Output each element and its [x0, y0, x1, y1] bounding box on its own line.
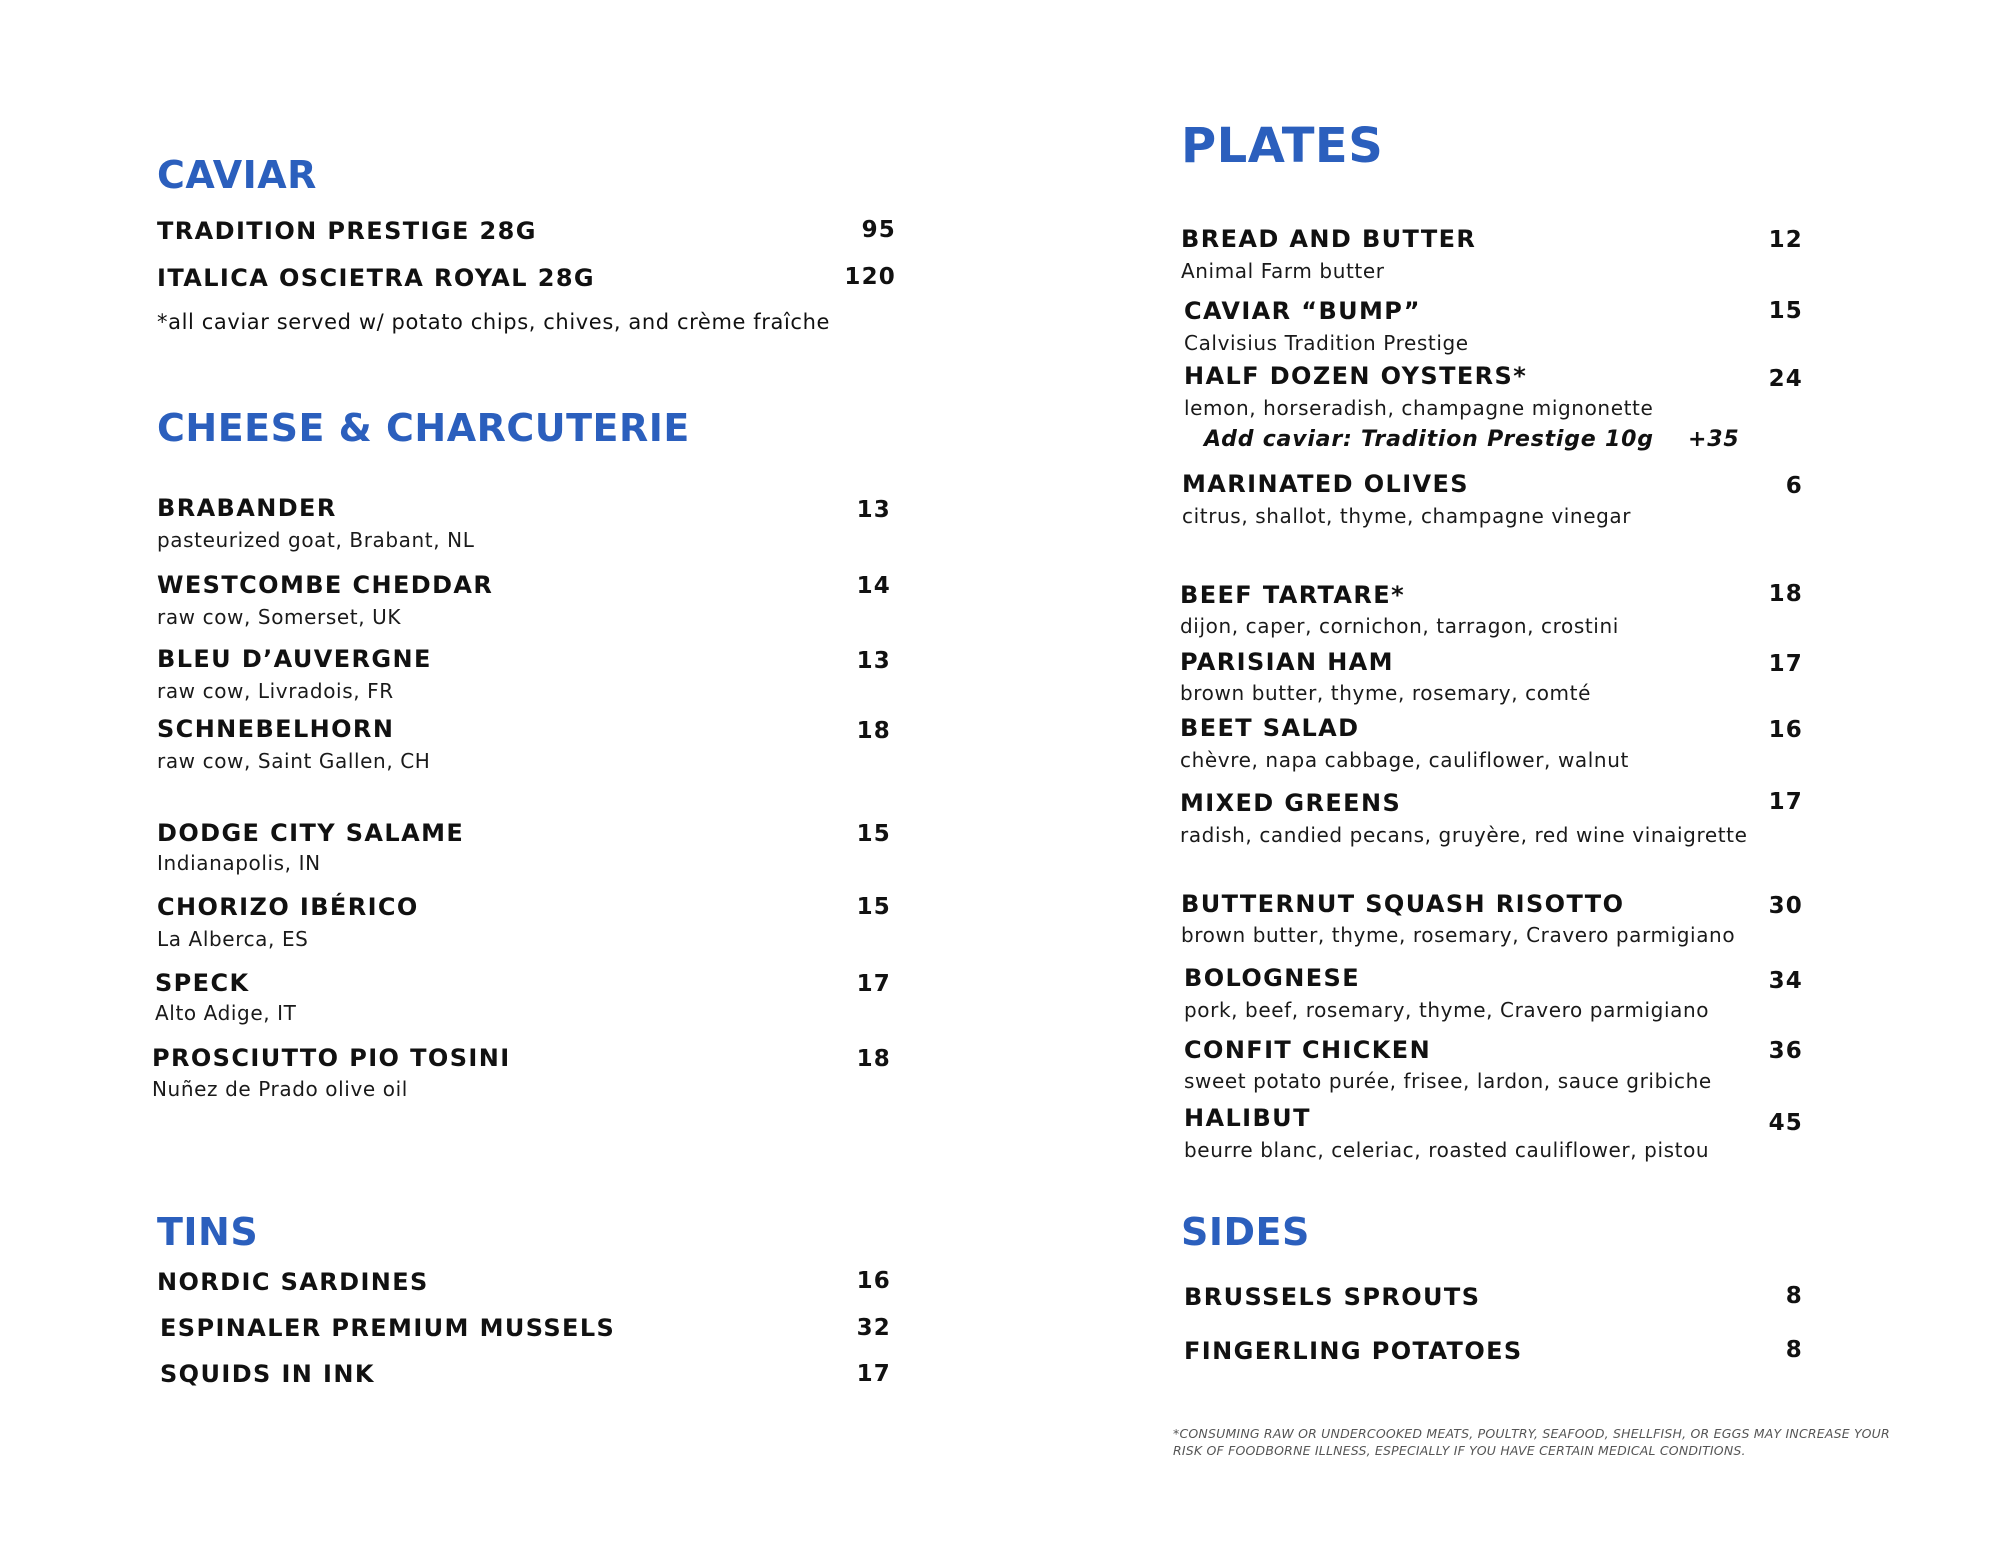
menu-item-name: TRADITION PRESTIGE 28G — [157, 217, 537, 245]
menu-item-description: raw cow, Somerset, UK — [157, 605, 402, 629]
menu-item-price: 24 — [1768, 366, 1803, 392]
menu-item-name: BOLOGNESE — [1184, 964, 1360, 992]
sides-heading: SIDES — [1181, 1210, 1310, 1254]
menu-item-description: pasteurized goat, Brabant, NL — [157, 528, 475, 552]
menu-item-name: SCHNEBELHORN — [157, 715, 395, 743]
menu-item-name: DODGE CITY SALAME — [157, 819, 465, 847]
menu-item-price: 17 — [856, 971, 891, 997]
menu-item-price: 95 — [861, 217, 896, 243]
addon-caviar-price: +35 — [1688, 427, 1740, 452]
menu-item-description: brown butter, thyme, rosemary, Cravero parmigiano — [1181, 923, 1736, 947]
menu-item-price: 17 — [1768, 789, 1803, 815]
menu-item-price: 16 — [856, 1268, 891, 1294]
menu-item-description: Animal Farm butter — [1181, 259, 1385, 283]
menu-item-price: 14 — [856, 573, 891, 599]
menu-item-name: BRABANDER — [157, 494, 337, 522]
plates-heading: PLATES — [1181, 118, 1384, 174]
menu-item-name: MIXED GREENS — [1180, 789, 1402, 817]
cheese-charcuterie-heading: CHEESE & CHARCUTERIE — [157, 406, 690, 450]
menu-item-name: BEEF TARTARE* — [1180, 581, 1406, 609]
menu-item-name: BEET SALAD — [1180, 714, 1360, 742]
menu-item-description: Calvisius Tradition Prestige — [1184, 331, 1469, 355]
tins-heading: TINS — [157, 1210, 259, 1254]
menu-item-price: 15 — [856, 821, 891, 847]
menu-item-name: BREAD AND BUTTER — [1181, 225, 1477, 253]
caviar-note: *all caviar served w/ potato chips, chives, and crème fraîche — [157, 310, 830, 334]
menu-item-name: BUTTERNUT SQUASH RISOTTO — [1181, 890, 1625, 918]
menu-item-name: BRUSSELS SPROUTS — [1184, 1283, 1481, 1311]
addon-caviar-label: Add caviar: Tradition Prestige 10g — [1204, 427, 1654, 452]
menu-item-description: raw cow, Livradois, FR — [157, 679, 394, 703]
menu-item-price: 15 — [1768, 298, 1803, 324]
menu-item-name: PROSCIUTTO PIO TOSINI — [152, 1044, 511, 1072]
menu-item-name: NORDIC SARDINES — [157, 1268, 429, 1296]
menu-item-price: 120 — [844, 264, 896, 290]
menu-item-description: La Alberca, ES — [157, 927, 309, 951]
menu-item-price: 15 — [856, 894, 891, 920]
foodborne-illness-disclaimer: *CONSUMING RAW OR UNDERCOOKED MEATS, POULTRY, SEAFOOD, SHELLFISH, OR EGGS MAY INCREASE YOUR RISK OF FOODBORNE ILLNESS, ESPECIALLY IF YOU HAVE CERTAIN MEDICAL CONDITIONS. — [1173, 1426, 1890, 1458]
menu-item-price: 34 — [1768, 968, 1803, 994]
menu-item-description: dijon, caper, cornichon, tarragon, crostini — [1180, 614, 1619, 638]
menu-item-name: HALIBUT — [1184, 1104, 1311, 1132]
menu-item-price: 18 — [856, 1046, 891, 1072]
menu-item-price: 6 — [1785, 473, 1803, 499]
menu-item-price: 13 — [856, 648, 891, 674]
menu-item-price: 8 — [1785, 1337, 1803, 1363]
menu-item-price: 45 — [1768, 1110, 1803, 1136]
menu-item-name: FINGERLING POTATOES — [1184, 1337, 1523, 1365]
menu-item-price: 12 — [1768, 227, 1803, 253]
menu-item-name: SPECK — [155, 969, 250, 997]
menu-item-price: 16 — [1768, 717, 1803, 743]
menu-item-description: chèvre, napa cabbage, cauliflower, walnut — [1180, 748, 1629, 772]
menu-item-price: 30 — [1768, 893, 1803, 919]
menu-item-description: Alto Adige, IT — [155, 1001, 297, 1025]
menu-item-name: ESPINALER PREMIUM MUSSELS — [160, 1314, 616, 1342]
menu-item-price: 36 — [1768, 1038, 1803, 1064]
menu-item-price: 17 — [1768, 651, 1803, 677]
menu-item-description: lemon, horseradish, champagne mignonette — [1184, 396, 1654, 420]
menu-item-name: HALF DOZEN OYSTERS* — [1184, 362, 1528, 390]
menu-item-name: CONFIT CHICKEN — [1184, 1036, 1432, 1064]
menu-item-description: beurre blanc, celeriac, roasted cauliflower, pistou — [1184, 1138, 1710, 1162]
menu-item-description: pork, beef, rosemary, thyme, Cravero parmigiano — [1184, 998, 1710, 1022]
menu-item-price: 8 — [1785, 1283, 1803, 1309]
menu-item-description: brown butter, thyme, rosemary, comté — [1180, 681, 1591, 705]
menu-item-price: 17 — [856, 1361, 891, 1387]
menu-item-name: ITALICA OSCIETRA ROYAL 28G — [157, 264, 596, 292]
menu-item-price: 18 — [1768, 581, 1803, 607]
menu-item-description: raw cow, Saint Gallen, CH — [157, 749, 431, 773]
menu-item-description: Nuñez de Prado olive oil — [152, 1077, 408, 1101]
menu-item-description: sweet potato purée, frisee, lardon, sauce gribiche — [1184, 1069, 1712, 1093]
menu-item-name: CAVIAR “BUMP” — [1184, 297, 1421, 325]
menu-item-description: Indianapolis, IN — [157, 851, 321, 875]
menu-item-price: 32 — [856, 1315, 891, 1341]
menu-item-name: MARINATED OLIVES — [1182, 470, 1469, 498]
menu-item-price: 13 — [856, 497, 891, 523]
menu-item-price: 18 — [856, 718, 891, 744]
menu-item-name: SQUIDS IN INK — [160, 1360, 375, 1388]
menu-item-name: BLEU D’AUVERGNE — [157, 645, 432, 673]
menu-item-name: CHORIZO IBÉRICO — [157, 893, 419, 921]
menu-item-description: radish, candied pecans, gruyère, red wine vinaigrette — [1180, 823, 1748, 847]
menu-item-name: PARISIAN HAM — [1180, 648, 1394, 676]
caviar-heading: CAVIAR — [157, 153, 317, 197]
menu-item-description: citrus, shallot, thyme, champagne vinegar — [1182, 504, 1632, 528]
menu-item-name: WESTCOMBE CHEDDAR — [157, 571, 494, 599]
